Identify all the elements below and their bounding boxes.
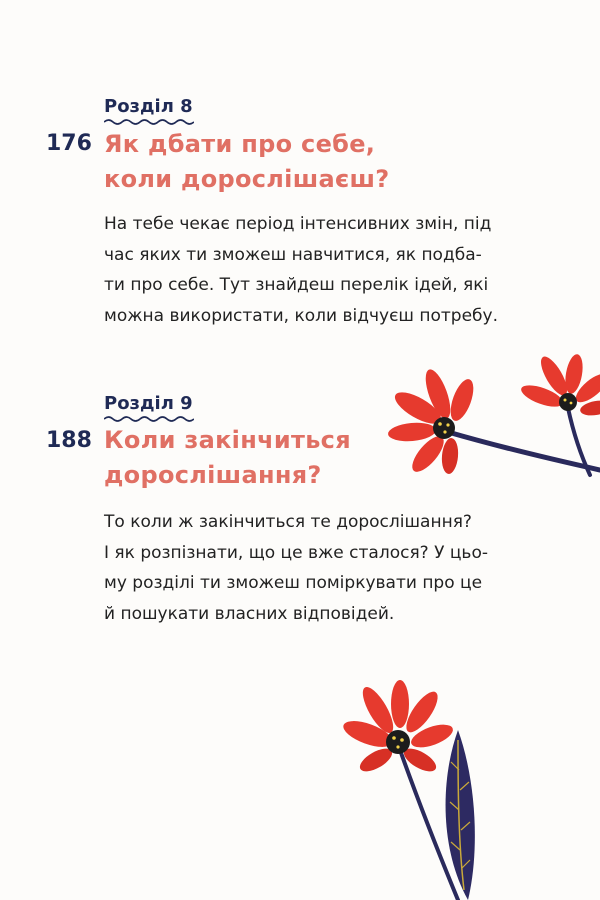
squiggle-underline-icon	[104, 118, 194, 126]
chapter-8-title-line: Як дбати про себе,	[104, 130, 376, 158]
body-line: му розділі ти зможеш поміркувати про це	[104, 573, 483, 593]
chapter-8-label: Розділ 8	[104, 96, 193, 117]
chapter-9-title	[104, 423, 351, 493]
body-line: На тебе чекає період інтенсивних змін, під	[104, 214, 492, 234]
body-line: І як розпізнати, що це вже сталося? У цьо-	[104, 542, 488, 563]
flower-branch-illustration-icon	[380, 350, 600, 490]
chapter-8-description	[104, 209, 544, 331]
chapter-9-label: Розділ 9	[104, 393, 193, 414]
chapter-9-title-line: дорослішання?	[104, 461, 322, 489]
chapter-8-title	[104, 127, 390, 197]
flower-leaf-illustration-icon	[340, 680, 500, 900]
body-line: час яких ти зможеш навчитися, як подба-	[104, 244, 482, 265]
body-line: ти про себе. Тут знайдеш перелік ідей, які	[104, 275, 489, 295]
chapter-8-title-line: коли дорослішаєш?	[104, 165, 390, 193]
chapter-9-description	[104, 507, 544, 629]
squiggle-underline-icon	[104, 415, 194, 423]
chapter-9-page-number: 188	[46, 428, 92, 453]
body-line: То коли ж закінчиться те дорослішання?	[104, 512, 472, 532]
body-line: й пошукати власних відповідей.	[104, 603, 395, 624]
chapter-9-title-line: Коли закінчиться	[104, 426, 351, 454]
chapter-8-page-number: 176	[46, 131, 92, 156]
body-line: можна використати, коли відчуєш потребу.	[104, 305, 498, 326]
